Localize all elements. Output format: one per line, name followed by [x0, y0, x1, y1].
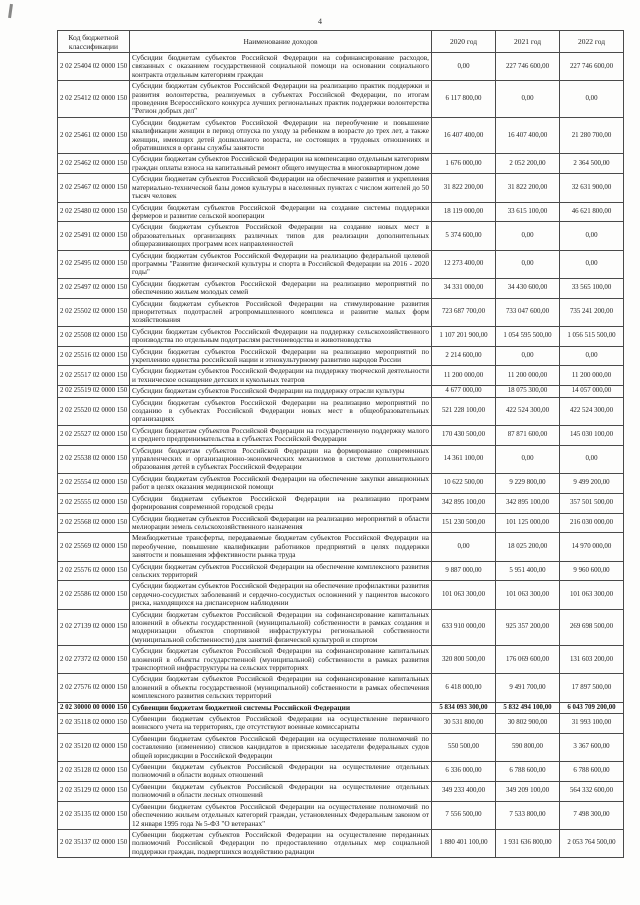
row-budget-code: 2 02 25491 02 0000 150 — [58, 222, 130, 250]
table-row — [58, 762, 624, 782]
row-income-name: Субсидии бюджетам субъектов Российской Федерации на реализацию федеральной целевой программы "Развитие физической культуры и спорта в Российской Федерации на 2016 - 2020 годы" — [130, 250, 432, 278]
row-value-2020: 10 622 500,00 — [432, 473, 496, 493]
row-income-name: Субвенции бюджетам субъектов Российской Федерации на осуществление полномочий по обеспечению жильем отдельных категорий граждан, установленных Федеральным законом от 12 января 1995 года № 5-ФЗ "О ветеранах" — [130, 801, 432, 829]
row-value-2021: 349 209 100,00 — [496, 781, 560, 801]
row-value-2022: 6 043 709 200,00 — [560, 702, 624, 713]
table-row — [58, 513, 624, 533]
row-budget-code: 2 02 35135 02 0000 150 — [58, 801, 130, 829]
row-value-2021: 6 788 600,00 — [496, 762, 560, 782]
table-row — [58, 298, 624, 326]
row-value-2021: 18 075 300,00 — [496, 386, 560, 397]
row-value-2022: 14 057 000,00 — [560, 386, 624, 397]
row-income-name: Субвенции бюджетам субъектов Российской Федерации на осуществление отдельных полномочий в области лесных отношений — [130, 781, 432, 801]
table-row — [58, 533, 624, 561]
row-value-2022: 32 631 900,00 — [560, 174, 624, 202]
table-row — [58, 714, 624, 734]
row-value-2022: 17 897 500,00 — [560, 674, 624, 702]
row-value-2020: 550 500,00 — [432, 733, 496, 761]
table-row — [58, 202, 624, 222]
row-value-2020: 723 687 700,00 — [432, 298, 496, 326]
row-value-2021: 30 802 900,00 — [496, 714, 560, 734]
header-year-2020: 2020 год — [432, 31, 496, 53]
row-budget-code: 2 02 25516 02 0000 150 — [58, 346, 130, 366]
row-budget-code: 2 02 27576 02 0000 150 — [58, 674, 130, 702]
row-value-2022: 7 498 300,00 — [560, 801, 624, 829]
row-value-2020: 9 887 000,00 — [432, 561, 496, 581]
row-income-name: Субсидии бюджетам субъектов Российской Федерации на обеспечение профилактики развития сердечно-сосудистых заболеваний и сердечно-сосудистых осложнений у пациентов высокого риска, находящихся на диспансерном наблюдении — [130, 581, 432, 609]
row-income-name: Субвенции бюджетам бюджетной системы Российской Федерации — [130, 702, 432, 713]
row-income-name: Субсидии бюджетам субъектов Российской Федерации на реализацию практик поддержки и развития волонтерства, реализуемых в субъектах Российской Федерации, по итогам проведения Всероссийского конкурса лучших региональных практик поддержки волонтерства "Регион добрых дел" — [130, 81, 432, 118]
row-value-2021: 925 357 200,00 — [496, 609, 560, 646]
row-income-name: Субсидии бюджетам субъектов Российской Федерации на реализацию программ формирования современной городской среды — [130, 493, 432, 513]
row-value-2021: 9 229 800,00 — [496, 473, 560, 493]
row-value-2021: 101 125 000,00 — [496, 513, 560, 533]
row-value-2021: 101 063 300,00 — [496, 581, 560, 609]
row-income-name: Субсидии бюджетам субъектов Российской Федерации на обеспечение комплексного развития сельских территорий — [130, 561, 432, 581]
row-income-name: Субсидии бюджетам субъектов Российской Федерации на создание новых мест в образовательных организациях различных типов для реализации дополнительных общеразвивающих программ всех направленностей — [130, 222, 432, 250]
row-value-2020: 18 119 000,00 — [432, 202, 496, 222]
row-value-2022: 216 030 000,00 — [560, 513, 624, 533]
row-value-2022: 0,00 — [560, 81, 624, 118]
row-income-name: Субсидии бюджетам субъектов Российской Федерации на переобучение и повышение квалификации женщин в период отпуска по уходу за ребенком в возрасте до трех лет, а также женщин, имеющих детей дошкольного возраста, не состоящих в трудовых отношениях и обратившихся в органы службы занятости — [130, 117, 432, 154]
row-value-2021: 9 491 700,00 — [496, 674, 560, 702]
row-value-2021: 342 895 100,00 — [496, 493, 560, 513]
row-value-2020: 12 273 400,00 — [432, 250, 496, 278]
row-value-2022: 2 364 500,00 — [560, 154, 624, 174]
table-row — [58, 801, 624, 829]
row-value-2022: 31 993 100,00 — [560, 714, 624, 734]
row-value-2021: 227 746 600,00 — [496, 53, 560, 81]
table-row — [58, 646, 624, 674]
row-value-2020: 5 374 600,00 — [432, 222, 496, 250]
table-body — [58, 53, 624, 858]
row-budget-code: 2 02 25461 02 0000 150 — [58, 117, 130, 154]
row-budget-code: 2 02 25404 02 0000 150 — [58, 53, 130, 81]
row-value-2020: 30 531 800,00 — [432, 714, 496, 734]
table-row — [58, 250, 624, 278]
row-value-2022: 269 698 500,00 — [560, 609, 624, 646]
row-budget-code: 2 02 25495 02 0000 150 — [58, 250, 130, 278]
row-income-name: Субсидии бюджетам субъектов Российской Федерации на реализацию мероприятий в области мелиорации земель сельскохозяйственного назначения — [130, 513, 432, 533]
row-value-2021: 7 533 800,00 — [496, 801, 560, 829]
row-income-name: Субсидии бюджетам субъектов Российской Федерации на поддержку творческой деятельности и техническое оснащение детских и кукольных театров — [130, 366, 432, 386]
row-income-name: Субвенции бюджетам субъектов Российской Федерации на осуществление отдельных полномочий в области водных отношений — [130, 762, 432, 782]
table-row — [58, 609, 624, 646]
row-value-2021: 422 524 300,00 — [496, 397, 560, 425]
row-value-2020: 2 214 600,00 — [432, 346, 496, 366]
row-value-2022: 3 367 600,00 — [560, 733, 624, 761]
row-value-2022: 357 501 500,00 — [560, 493, 624, 513]
row-budget-code: 2 02 35128 02 0000 150 — [58, 762, 130, 782]
table-row — [58, 674, 624, 702]
row-budget-code: 2 02 25554 02 0000 150 — [58, 473, 130, 493]
header-year-2021: 2021 год — [496, 31, 560, 53]
row-budget-code: 2 02 25527 02 0000 150 — [58, 425, 130, 445]
row-value-2022: 9 960 600,00 — [560, 561, 624, 581]
row-budget-code: 2 02 25555 02 0000 150 — [58, 493, 130, 513]
row-value-2021: 5 832 494 100,00 — [496, 702, 560, 713]
row-budget-code: 2 02 27139 02 0000 150 — [58, 609, 130, 646]
row-budget-code: 2 02 27372 02 0000 150 — [58, 646, 130, 674]
row-value-2020: 342 895 100,00 — [432, 493, 496, 513]
header-income-name: Наименование доходов — [130, 31, 432, 53]
budget-revenues-table — [57, 30, 624, 858]
row-budget-code: 2 02 25412 02 0000 150 — [58, 81, 130, 118]
row-budget-code: 2 02 35120 02 0000 150 — [58, 733, 130, 761]
table-row — [58, 117, 624, 154]
row-income-name: Субсидии бюджетам субъектов Российской Федерации на софинансирование капитальных вложений в объекты государственной (муниципальной) собственности в рамках создания и модернизации объектов спортивной инфраструктуры региональной собственности (муниципальной собственности) для занятий физической культурой и спортом — [130, 609, 432, 646]
row-value-2022: 46 621 800,00 — [560, 202, 624, 222]
row-value-2020: 521 228 100,00 — [432, 397, 496, 425]
row-value-2022: 2 053 764 500,00 — [560, 829, 624, 857]
row-value-2020: 7 556 500,00 — [432, 801, 496, 829]
row-budget-code: 2 02 25569 02 0000 150 — [58, 533, 130, 561]
row-value-2021: 5 951 400,00 — [496, 561, 560, 581]
row-income-name: Субсидии бюджетам субъектов Российской Федерации на государственную поддержку малого и среднего предпринимательства в субъектах Российской Федерации — [130, 425, 432, 445]
row-value-2020: 1 107 201 900,00 — [432, 326, 496, 346]
row-value-2020: 34 331 000,00 — [432, 278, 496, 298]
row-value-2022: 735 241 200,00 — [560, 298, 624, 326]
row-value-2020: 5 834 093 300,00 — [432, 702, 496, 713]
row-value-2022: 9 499 200,00 — [560, 473, 624, 493]
row-budget-code: 2 02 25538 02 0000 150 — [58, 445, 130, 473]
scan-artifact-mark — [8, 4, 13, 18]
row-value-2020: 31 822 200,00 — [432, 174, 496, 202]
row-value-2022: 131 603 200,00 — [560, 646, 624, 674]
row-income-name: Субсидии бюджетам субъектов Российской Федерации на софинансирование капитальных вложений в объекты государственной (муниципальной) собственности в рамках развития транспортной инфраструктуры на сельских территориях — [130, 646, 432, 674]
row-budget-code: 2 02 35129 02 0000 150 — [58, 781, 130, 801]
row-value-2020: 320 800 500,00 — [432, 646, 496, 674]
row-budget-code: 2 02 25586 02 0000 150 — [58, 581, 130, 609]
row-income-name: Субвенции бюджетам субъектов Российской Федерации на осуществление полномочий по составлению (изменению) списков кандидатов в присяжные заседатели федеральных судов общей юрисдикции в Российской Федерации — [130, 733, 432, 761]
row-income-name: Субсидии бюджетам субъектов Российской Федерации на реализацию мероприятий по обеспечению жильем молодых семей — [130, 278, 432, 298]
row-value-2021: 0,00 — [496, 445, 560, 473]
table-row — [58, 425, 624, 445]
table-row — [58, 493, 624, 513]
table-row — [58, 154, 624, 174]
row-value-2021: 176 069 600,00 — [496, 646, 560, 674]
row-value-2020: 349 233 400,00 — [432, 781, 496, 801]
table-row — [58, 733, 624, 761]
table-row — [58, 81, 624, 118]
row-income-name: Субсидии бюджетам субъектов Российской Федерации на обеспечение закупки авиационных работ в целях оказания медицинской помощи — [130, 473, 432, 493]
row-value-2021: 2 052 200,00 — [496, 154, 560, 174]
row-value-2020: 633 910 000,00 — [432, 609, 496, 646]
row-value-2020: 4 677 000,00 — [432, 386, 496, 397]
row-income-name: Субсидии бюджетам субъектов Российской Федерации на стимулирование развития приоритетных подотраслей агропромышленного комплекса и развитие малых форм хозяйствования — [130, 298, 432, 326]
table-row — [58, 366, 624, 386]
row-value-2020: 1 676 000,00 — [432, 154, 496, 174]
table-header-row — [58, 31, 624, 53]
row-income-name: Субсидии бюджетам субъектов Российской Федерации на софинансирование капитальных вложений в объекты государственной (муниципальной) собственности в рамках обеспечения комплексного развития сельских территорий — [130, 674, 432, 702]
table-row — [58, 397, 624, 425]
row-income-name: Субвенции бюджетам субъектов Российской Федерации на осуществление переданных полномочий Российской Федерации по предоставлению отдельных мер социальной поддержки граждан, подвергшихся воздействию радиации — [130, 829, 432, 857]
row-income-name: Субсидии бюджетам субъектов Российской Федерации на создание системы поддержки фермеров и развитие сельской кооперации — [130, 202, 432, 222]
row-budget-code: 2 02 25576 02 0000 150 — [58, 561, 130, 581]
row-income-name: Субсидии бюджетам субъектов Российской Федерации на реализацию мероприятий по созданию в субъектах Российской Федерации новых мест в общеобразовательных организациях — [130, 397, 432, 425]
row-value-2021: 31 822 200,00 — [496, 174, 560, 202]
row-value-2022: 33 565 100,00 — [560, 278, 624, 298]
row-income-name: Субсидии бюджетам субъектов Российской Федерации на софинансирование расходов, связанных с оказанием государственной социальной помощи на основании социального контракта отдельным категориям граждан — [130, 53, 432, 81]
table-row — [58, 346, 624, 366]
row-value-2022: 6 788 600,00 — [560, 762, 624, 782]
row-budget-code: 2 02 25519 02 0000 150 — [58, 386, 130, 397]
row-value-2021: 1 054 595 500,00 — [496, 326, 560, 346]
page-number: 4 — [318, 17, 322, 26]
row-income-name: Субсидии бюджетам субъектов Российской Федерации на поддержку отрасли культуры — [130, 386, 432, 397]
row-value-2021: 11 200 000,00 — [496, 366, 560, 386]
row-budget-code: 2 02 25508 02 0000 150 — [58, 326, 130, 346]
row-value-2021: 18 025 200,00 — [496, 533, 560, 561]
row-budget-code: 2 02 25462 02 0000 150 — [58, 154, 130, 174]
row-budget-code: 2 02 25467 02 0000 150 — [58, 174, 130, 202]
row-value-2022: 14 970 000,00 — [560, 533, 624, 561]
row-value-2020: 6 336 000,00 — [432, 762, 496, 782]
row-value-2021: 590 800,00 — [496, 733, 560, 761]
row-value-2020: 6 117 800,00 — [432, 81, 496, 118]
row-value-2022: 422 524 300,00 — [560, 397, 624, 425]
row-value-2020: 101 063 300,00 — [432, 581, 496, 609]
row-value-2020: 16 407 400,00 — [432, 117, 496, 154]
row-income-name: Субсидии бюджетам субъектов Российской Федерации на реализацию мероприятий по укреплению единства российской нации и этнокультурному развитию народов России — [130, 346, 432, 366]
row-budget-code: 2 02 25517 02 0000 150 — [58, 366, 130, 386]
row-budget-code: 2 02 25520 02 0000 150 — [58, 397, 130, 425]
row-value-2022: 0,00 — [560, 445, 624, 473]
row-value-2021: 0,00 — [496, 81, 560, 118]
row-value-2020: 1 880 401 100,00 — [432, 829, 496, 857]
header-budget-code: Код бюджетной классификации — [58, 31, 130, 53]
row-budget-code: 2 02 25480 02 0000 150 — [58, 202, 130, 222]
row-value-2021: 34 430 600,00 — [496, 278, 560, 298]
table-row — [58, 222, 624, 250]
row-value-2022: 11 200 000,00 — [560, 366, 624, 386]
row-value-2021: 87 871 600,00 — [496, 425, 560, 445]
row-value-2021: 733 047 600,00 — [496, 298, 560, 326]
row-value-2020: 170 430 500,00 — [432, 425, 496, 445]
row-value-2022: 0,00 — [560, 346, 624, 366]
row-budget-code: 2 02 35137 02 0000 150 — [58, 829, 130, 857]
row-value-2021: 1 931 636 800,00 — [496, 829, 560, 857]
row-budget-code: 2 02 30000 00 0000 150 — [58, 702, 130, 713]
table-row — [58, 386, 624, 397]
table-row — [58, 445, 624, 473]
row-value-2022: 564 332 600,00 — [560, 781, 624, 801]
table-row — [58, 174, 624, 202]
row-budget-code: 2 02 25497 02 0000 150 — [58, 278, 130, 298]
row-budget-code: 2 02 35118 02 0000 150 — [58, 714, 130, 734]
header-year-2022: 2022 год — [560, 31, 624, 53]
row-value-2022: 21 280 700,00 — [560, 117, 624, 154]
row-value-2021: 0,00 — [496, 346, 560, 366]
table-row — [58, 326, 624, 346]
row-income-name: Субсидии бюджетам субъектов Российской Федерации на поддержку сельскохозяйственного производства по отдельным подотраслям растениеводства и животноводства — [130, 326, 432, 346]
table-row — [58, 53, 624, 81]
row-value-2021: 0,00 — [496, 250, 560, 278]
row-budget-code: 2 02 25568 02 0000 150 — [58, 513, 130, 533]
row-income-name: Субсидии бюджетам субъектов Российской Федерации на компенсацию отдельным категориям граждан оплаты взноса на капитальный ремонт общего имущества в многоквартирном доме — [130, 154, 432, 174]
row-budget-code: 2 02 25502 02 0000 150 — [58, 298, 130, 326]
table-row — [58, 473, 624, 493]
table-row — [58, 781, 624, 801]
row-value-2021: 33 615 100,00 — [496, 202, 560, 222]
table-row — [58, 829, 624, 857]
table-row — [58, 561, 624, 581]
row-value-2021: 0,00 — [496, 222, 560, 250]
row-value-2022: 101 063 300,00 — [560, 581, 624, 609]
row-income-name: Субвенции бюджетам субъектов Российской Федерации на осуществление первичного воинского учета на территориях, где отсутствуют военные комиссариаты — [130, 714, 432, 734]
row-value-2020: 0,00 — [432, 533, 496, 561]
row-value-2022: 0,00 — [560, 250, 624, 278]
table-row — [58, 278, 624, 298]
row-value-2022: 227 746 600,00 — [560, 53, 624, 81]
row-value-2020: 151 230 500,00 — [432, 513, 496, 533]
row-value-2020: 14 361 100,00 — [432, 445, 496, 473]
row-income-name: Субсидии бюджетам субъектов Российской Федерации на формирование современных управленческих и организационно-экономических механизмов в системе дополнительного образования детей в субъектах Российской Федерации — [130, 445, 432, 473]
row-income-name: Межбюджетные трансферты, передаваемые бюджетам субъектов Российской Федерации на переобучение, повышение квалификации работников предприятий в целях поддержки занятости и повышения эффективности рынка труда — [130, 533, 432, 561]
row-value-2020: 11 200 000,00 — [432, 366, 496, 386]
row-value-2021: 16 407 400,00 — [496, 117, 560, 154]
row-value-2022: 0,00 — [560, 222, 624, 250]
row-value-2020: 0,00 — [432, 53, 496, 81]
row-income-name: Субсидии бюджетам субъектов Российской Федерации на обеспечение развития и укрепления материально-технической базы домов культуры в населенных пунктах с числом жителей до 50 тысяч человек — [130, 174, 432, 202]
row-value-2022: 1 056 515 500,00 — [560, 326, 624, 346]
row-value-2020: 6 418 000,00 — [432, 674, 496, 702]
table-row — [58, 581, 624, 609]
table-row — [58, 702, 624, 713]
row-value-2022: 145 030 100,00 — [560, 425, 624, 445]
